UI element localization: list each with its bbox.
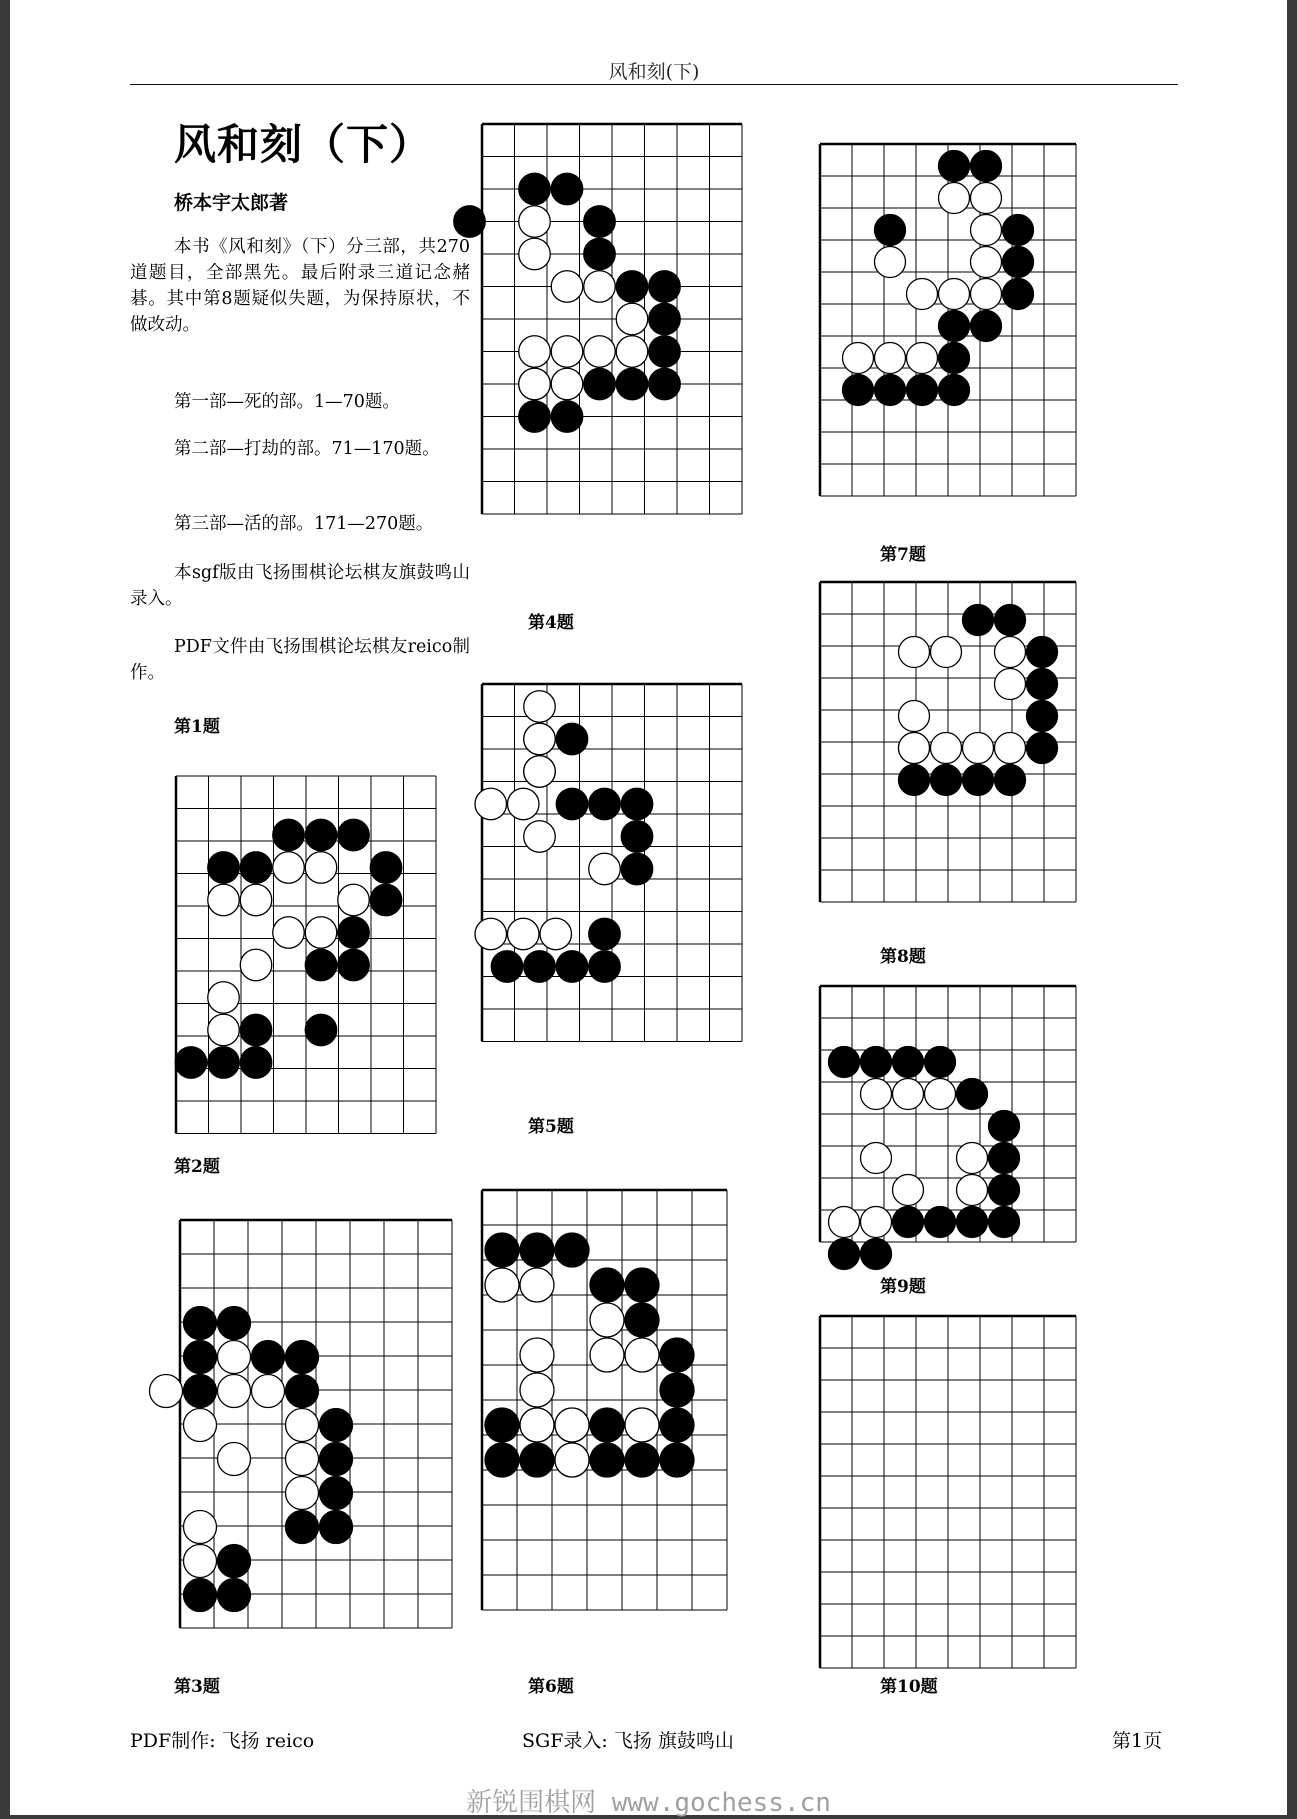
- white-stone: [907, 279, 938, 310]
- problem-label: 第2题: [174, 1157, 220, 1177]
- black-stone: [616, 271, 648, 303]
- black-stone: [519, 173, 551, 205]
- problem-label: 第6题: [528, 1677, 574, 1697]
- white-stone: [150, 1375, 183, 1408]
- white-stone: [252, 1375, 285, 1408]
- black-stone: [320, 1477, 353, 1510]
- white-stone: [240, 949, 272, 981]
- black-stone: [925, 1207, 956, 1238]
- black-stone: [556, 951, 588, 983]
- white-stone: [218, 1341, 251, 1374]
- running-header: 风和刻(下): [608, 61, 700, 83]
- black-stone: [584, 206, 616, 238]
- black-stone: [338, 819, 370, 851]
- white-stone: [931, 733, 962, 764]
- white-stone: [273, 917, 305, 949]
- black-stone: [240, 1014, 272, 1046]
- black-stone: [660, 1338, 694, 1372]
- black-stone: [971, 151, 1002, 182]
- black-stone: [454, 206, 486, 238]
- black-stone: [590, 1268, 624, 1302]
- black-stone: [551, 173, 583, 205]
- black-stone: [370, 852, 402, 884]
- black-stone: [649, 336, 681, 368]
- black-stone: [939, 151, 970, 182]
- black-stone: [893, 1047, 924, 1078]
- black-stone: [524, 951, 556, 983]
- white-stone: [971, 279, 1002, 310]
- black-stone: [931, 765, 962, 796]
- white-stone: [899, 637, 930, 668]
- black-stone: [939, 375, 970, 406]
- part-two-line: 第二部—打劫的部。71—170题。: [174, 439, 440, 459]
- book-title: 风和刻（下）: [174, 120, 433, 169]
- white-stone: [875, 247, 906, 278]
- black-stone: [184, 1341, 217, 1374]
- white-stone: [519, 336, 551, 368]
- go-board-problem-4: [470, 124, 840, 574]
- white-stone: [551, 336, 583, 368]
- white-stone: [590, 1338, 624, 1372]
- black-stone: [1027, 701, 1058, 732]
- white-stone: [995, 637, 1026, 668]
- black-stone: [660, 1373, 694, 1407]
- black-stone: [590, 1443, 624, 1477]
- white-stone: [584, 336, 616, 368]
- black-stone: [589, 951, 621, 983]
- go-board-problem-2: [168, 1210, 482, 1650]
- white-stone: [218, 1443, 251, 1476]
- black-stone: [649, 271, 681, 303]
- black-stone: [649, 368, 681, 400]
- white-stone: [208, 1014, 240, 1046]
- white-stone: [286, 1409, 319, 1442]
- black-stone: [989, 1111, 1020, 1142]
- black-stone: [621, 853, 653, 885]
- black-stone: [829, 1239, 860, 1270]
- black-stone: [175, 1047, 207, 1079]
- white-stone: [286, 1477, 319, 1510]
- white-stone: [338, 884, 370, 916]
- black-stone: [208, 852, 240, 884]
- black-stone: [989, 1175, 1020, 1206]
- white-stone: [218, 1375, 251, 1408]
- black-stone: [625, 1443, 659, 1477]
- black-stone: [589, 788, 621, 820]
- problem-label: 第5题: [528, 1117, 574, 1137]
- white-stone: [520, 1408, 554, 1442]
- black-stone: [184, 1307, 217, 1340]
- white-stone: [616, 303, 648, 335]
- black-stone: [305, 1014, 337, 1046]
- white-stone: [475, 788, 507, 820]
- white-stone: [524, 756, 556, 788]
- black-stone: [305, 949, 337, 981]
- black-stone: [939, 343, 970, 374]
- white-stone: [184, 1511, 217, 1544]
- white-stone: [625, 1338, 659, 1372]
- black-stone: [1027, 669, 1058, 700]
- black-stone: [556, 788, 588, 820]
- white-stone: [524, 691, 556, 723]
- black-stone: [520, 1443, 554, 1477]
- black-stone: [218, 1545, 251, 1578]
- go-board-problem-6: [470, 1170, 840, 1630]
- black-stone: [875, 215, 906, 246]
- go-board-problem-8: [820, 576, 1220, 946]
- white-stone: [829, 1207, 860, 1238]
- white-stone: [963, 733, 994, 764]
- problem-label: 第9题: [880, 1277, 926, 1297]
- white-stone: [925, 1079, 956, 1110]
- black-stone: [1027, 637, 1058, 668]
- black-stone: [625, 1303, 659, 1337]
- black-stone: [621, 821, 653, 853]
- white-stone: [208, 884, 240, 916]
- white-stone: [524, 821, 556, 853]
- black-stone: [989, 1207, 1020, 1238]
- black-stone: [240, 1047, 272, 1079]
- go-board-problem-7: [820, 140, 1220, 540]
- black-stone: [286, 1375, 319, 1408]
- black-stone: [184, 1579, 217, 1612]
- white-stone: [519, 206, 551, 238]
- white-stone: [899, 733, 930, 764]
- black-stone: [273, 819, 305, 851]
- black-stone: [995, 605, 1026, 636]
- white-stone: [589, 853, 621, 885]
- black-stone: [939, 311, 970, 342]
- black-stone: [184, 1375, 217, 1408]
- problem-label: 第7题: [880, 545, 926, 565]
- part-three-line: 第三部—活的部。171—270题。: [174, 514, 434, 534]
- black-stone: [208, 1047, 240, 1079]
- black-stone: [555, 1233, 589, 1267]
- white-stone: [893, 1175, 924, 1206]
- black-stone: [989, 1143, 1020, 1174]
- problem-label: 第3题: [174, 1677, 220, 1697]
- black-stone: [843, 375, 874, 406]
- white-stone: [995, 733, 1026, 764]
- white-stone: [939, 183, 970, 214]
- white-stone: [584, 271, 616, 303]
- white-stone: [616, 336, 648, 368]
- black-stone: [957, 1079, 988, 1110]
- white-stone: [520, 1268, 554, 1302]
- black-stone: [286, 1341, 319, 1374]
- black-stone: [660, 1443, 694, 1477]
- white-stone: [508, 788, 540, 820]
- white-stone: [861, 1079, 892, 1110]
- black-stone: [925, 1047, 956, 1078]
- white-stone: [475, 918, 507, 950]
- white-stone: [519, 238, 551, 270]
- white-stone: [861, 1143, 892, 1174]
- white-stone: [931, 637, 962, 668]
- white-stone: [995, 669, 1026, 700]
- black-stone: [485, 1408, 519, 1442]
- white-stone: [520, 1338, 554, 1372]
- black-stone: [491, 951, 523, 983]
- white-stone: [957, 1175, 988, 1206]
- white-stone: [555, 1408, 589, 1442]
- black-stone: [957, 1207, 988, 1238]
- black-stone: [1003, 215, 1034, 246]
- black-stone: [1003, 279, 1034, 310]
- white-stone: [971, 183, 1002, 214]
- black-stone: [861, 1239, 892, 1270]
- white-stone: [957, 1143, 988, 1174]
- white-stone: [875, 343, 906, 374]
- black-stone: [893, 1207, 924, 1238]
- white-stone: [240, 884, 272, 916]
- go-board-problem-1: [168, 770, 482, 1120]
- white-stone: [305, 852, 337, 884]
- black-stone: [370, 884, 402, 916]
- black-stone: [584, 368, 616, 400]
- white-stone: [519, 368, 551, 400]
- problem-label: 第1题: [174, 717, 220, 737]
- problem-label: 第4题: [528, 613, 574, 633]
- white-stone: [485, 1268, 519, 1302]
- black-stone: [589, 918, 621, 950]
- part-one-line: 第一部—死的部。1—70题。: [174, 392, 400, 412]
- black-stone: [305, 819, 337, 851]
- pdf-credit-paragraph: PDF文件由飞扬围棋论坛棋友reico制作。: [130, 637, 470, 683]
- intro-paragraph: 本书《风和刻》（下）分三部，共270道题目，全部黑先。最后附录三道记念赭碁。其中第8题疑似失题，为保持原状，不做改动。: [130, 237, 470, 335]
- black-stone: [829, 1047, 860, 1078]
- black-stone: [625, 1268, 659, 1302]
- black-stone: [1003, 247, 1034, 278]
- black-stone: [616, 368, 648, 400]
- white-stone: [305, 917, 337, 949]
- white-stone: [939, 279, 970, 310]
- white-stone: [508, 918, 540, 950]
- black-stone: [899, 765, 930, 796]
- black-stone: [649, 303, 681, 335]
- black-stone: [621, 788, 653, 820]
- white-stone: [184, 1409, 217, 1442]
- black-stone: [995, 765, 1026, 796]
- problem-label: 第10题: [880, 1677, 938, 1697]
- black-stone: [485, 1233, 519, 1267]
- go-board-problem-9: [820, 970, 1220, 1240]
- black-stone: [861, 1047, 892, 1078]
- white-stone: [971, 247, 1002, 278]
- black-stone: [338, 949, 370, 981]
- white-stone: [843, 343, 874, 374]
- black-stone: [218, 1579, 251, 1612]
- header-rule: [130, 84, 1178, 85]
- white-stone: [907, 343, 938, 374]
- white-stone: [555, 1443, 589, 1477]
- black-stone: [963, 605, 994, 636]
- white-stone: [861, 1207, 892, 1238]
- document-page: [10, 0, 1287, 1815]
- go-board-problem-5: [470, 680, 840, 1070]
- sgf-credit-paragraph: 本sgf版由飞扬围棋论坛棋友旗鼓鸣山录入。: [130, 563, 470, 609]
- footer-pdf-credit: PDF制作: 飞扬 reico: [130, 1730, 315, 1752]
- white-stone: [524, 723, 556, 755]
- page-number: 第1页: [1112, 1730, 1163, 1752]
- white-stone: [625, 1408, 659, 1442]
- white-stone: [184, 1545, 217, 1578]
- black-stone: [252, 1341, 285, 1374]
- author-line: 桥本宇太郎著: [174, 192, 289, 214]
- black-stone: [320, 1443, 353, 1476]
- footer-sgf-credit: SGF录入: 飞扬 旗鼓鸣山: [522, 1730, 734, 1752]
- black-stone: [590, 1408, 624, 1442]
- black-stone: [971, 311, 1002, 342]
- white-stone: [551, 271, 583, 303]
- black-stone: [660, 1408, 694, 1442]
- black-stone: [320, 1511, 353, 1544]
- black-stone: [907, 375, 938, 406]
- black-stone: [963, 765, 994, 796]
- white-stone: [971, 215, 1002, 246]
- white-stone: [286, 1443, 319, 1476]
- black-stone: [875, 375, 906, 406]
- black-stone: [240, 852, 272, 884]
- white-stone: [899, 701, 930, 732]
- black-stone: [1027, 733, 1058, 764]
- go-board-problem-10: [820, 1310, 1220, 1670]
- white-stone: [208, 982, 240, 1014]
- black-stone: [485, 1443, 519, 1477]
- white-stone: [520, 1373, 554, 1407]
- black-stone: [519, 401, 551, 433]
- black-stone: [338, 917, 370, 949]
- black-stone: [320, 1409, 353, 1442]
- white-stone: [273, 852, 305, 884]
- black-stone: [556, 723, 588, 755]
- black-stone: [551, 401, 583, 433]
- black-stone: [584, 238, 616, 270]
- white-stone: [551, 368, 583, 400]
- white-stone: [540, 918, 572, 950]
- black-stone: [218, 1307, 251, 1340]
- white-stone: [893, 1079, 924, 1110]
- black-stone: [286, 1511, 319, 1544]
- site-watermark: 新锐围棋网 www.gochess.cn: [466, 1788, 831, 1818]
- problem-label: 第8题: [880, 947, 926, 967]
- white-stone: [590, 1303, 624, 1337]
- black-stone: [520, 1233, 554, 1267]
